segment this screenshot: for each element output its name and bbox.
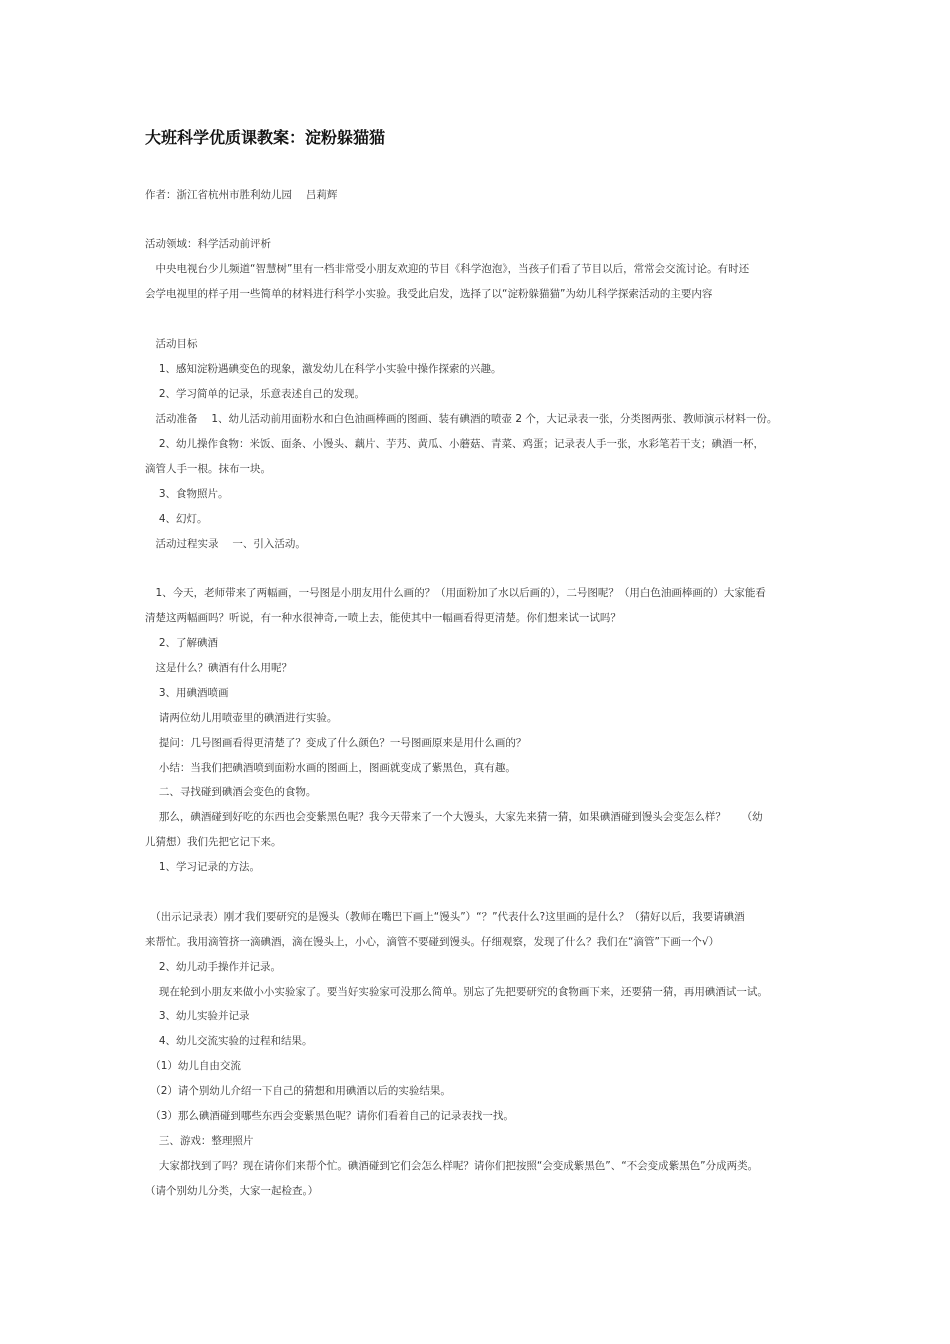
paragraph-line: 2、了解碘酒 bbox=[145, 637, 219, 649]
paragraph-line: 活动准备 1、幼儿活动前用面粉水和白色油画棒画的图画、装有碘酒的喷壶 2 个，大记录表一张，分类图两张、教师演示材料一份。 bbox=[145, 413, 778, 425]
paragraph-line: 4、幻灯。 bbox=[145, 513, 208, 525]
paragraph-line: 这是什么？碘酒有什么用呢？ bbox=[145, 662, 292, 674]
paragraph-line: 1、感知淀粉遇碘变色的现象，激发幼儿在科学小实验中操作探索的兴趣。 bbox=[145, 363, 502, 375]
paragraph-line: 3、用碘酒喷画 bbox=[145, 687, 229, 699]
paragraph-line: 现在轮到小朋友来做小小实验家了。要当好实验家可没那么简单。别忘了先把要研究的食物画下来，还要猜一猜，再用碘酒试一试。 bbox=[145, 986, 768, 998]
author-line: 作者：浙江省杭州市胜利幼儿园 吕莉辉 bbox=[145, 189, 338, 201]
paragraph-line: 3、幼儿实验并记录 bbox=[145, 1010, 250, 1022]
paragraph-line: 3、食物照片。 bbox=[145, 488, 229, 500]
paragraph-line: 1、学习记录的方法。 bbox=[145, 861, 261, 873]
paragraph-line: （2）请个别幼儿介绍一下自己的猜想和用碘酒以后的实验结果。 bbox=[145, 1085, 451, 1097]
paragraph-line: 会学电视里的样子用一些简单的材料进行科学小实验。我受此启发，选择了以“淀粉躲猫猫”为幼儿科学探索活动的主要内容 bbox=[145, 288, 713, 300]
paragraph-line: （3）那么碘酒碰到哪些东西会变紫黑色呢？请你们看着自己的记录表找一找。 bbox=[145, 1110, 514, 1122]
paragraph-line: （出示记录表）刚才我们要研究的是馒头（教师在嘴巴下画上“馒头”）“？”代表什么?这里画的是什么？（猜好以后，我要请碘酒 bbox=[145, 911, 745, 923]
paragraph-line: 大家都找到了吗？现在请你们来帮个忙。碘酒碰到它们会怎么样呢？请你们把按照“会变成紫黑色”、“不会变成紫黑色”分成两类。 bbox=[145, 1160, 759, 1172]
paragraph-line: 2、幼儿动手操作并记录。 bbox=[145, 961, 282, 973]
paragraph-line: 儿猜想）我们先把它记下来。 bbox=[145, 836, 282, 848]
paragraph-line: （请个别幼儿分类，大家一起检查。） bbox=[145, 1185, 319, 1197]
paragraph-line: 4、幼儿交流实验的过程和结果。 bbox=[145, 1035, 313, 1047]
paragraph-line: 来帮忙。我用滴管挤一滴碘酒，滴在馒头上，小心，滴管不要碰到馒头。仔细观察，发现了什么？我们在“滴管”下画一个√） bbox=[145, 936, 720, 948]
section-heading: 活动目标 bbox=[145, 338, 198, 350]
paragraph-line: 中央电视台少儿频道“智慧树”里有一档非常受小朋友欢迎的节目《科学泡泡》，当孩子们看了节目以后，常常会交流讨论。有时还 bbox=[145, 263, 750, 275]
paragraph-line: 那么，碘酒碰到好吃的东西也会变紫黑色呢？我今天带来了一个大馒头，大家先来猜一猜，如果碘酒碰到馒头会变怎么样？ （幼 bbox=[145, 811, 763, 823]
paragraph-line: 清楚这两幅画吗？听说，有一种水很神奇,一喷上去，能使其中一幅画看得更清楚。你们想来试一试吗？ bbox=[145, 612, 621, 624]
section-heading: 活动过程实录 一、引入活动。 bbox=[145, 538, 306, 550]
paragraph-line: 2、幼儿操作食物：米饭、面条、小馒头、藕片、芋艿、黄瓜、小蘑菇、青菜、鸡蛋；记录表人手一张，水彩笔若干支；碘酒一杯， bbox=[145, 438, 765, 450]
document-title: 大班科学优质课教案：淀粉躲猫猫 bbox=[145, 128, 386, 147]
paragraph-line: 小结：当我们把碘酒喷到面粉水画的图画上，图画就变成了紫黑色，真有趣。 bbox=[145, 762, 516, 774]
paragraph-line: 1、今天，老师带来了两幅画，一号图是小朋友用什么画的？（用面粉加了水以后画的），二号图呢？（用白色油画棒画的）大家能看 bbox=[145, 587, 766, 599]
paragraph-line: 滴管人手一根。抹布一块。 bbox=[145, 463, 271, 475]
paragraph-line: 提问：几号图画看得更清楚了？变成了什么颜色？一号图画原来是用什么画的？ bbox=[145, 737, 527, 749]
paragraph-line: （1）幼儿自由交流 bbox=[145, 1060, 241, 1072]
paragraph-line: 请两位幼儿用喷壶里的碘酒进行实验。 bbox=[145, 712, 338, 724]
paragraph-line: 2、学习简单的记录，乐意表述自己的发现。 bbox=[145, 388, 366, 400]
section-heading: 三、游戏：整理照片 bbox=[145, 1135, 254, 1147]
section-heading: 二、寻找碰到碘酒会变色的食物。 bbox=[145, 786, 317, 798]
paragraph-line: 活动领域：科学活动前评析 bbox=[145, 238, 271, 250]
